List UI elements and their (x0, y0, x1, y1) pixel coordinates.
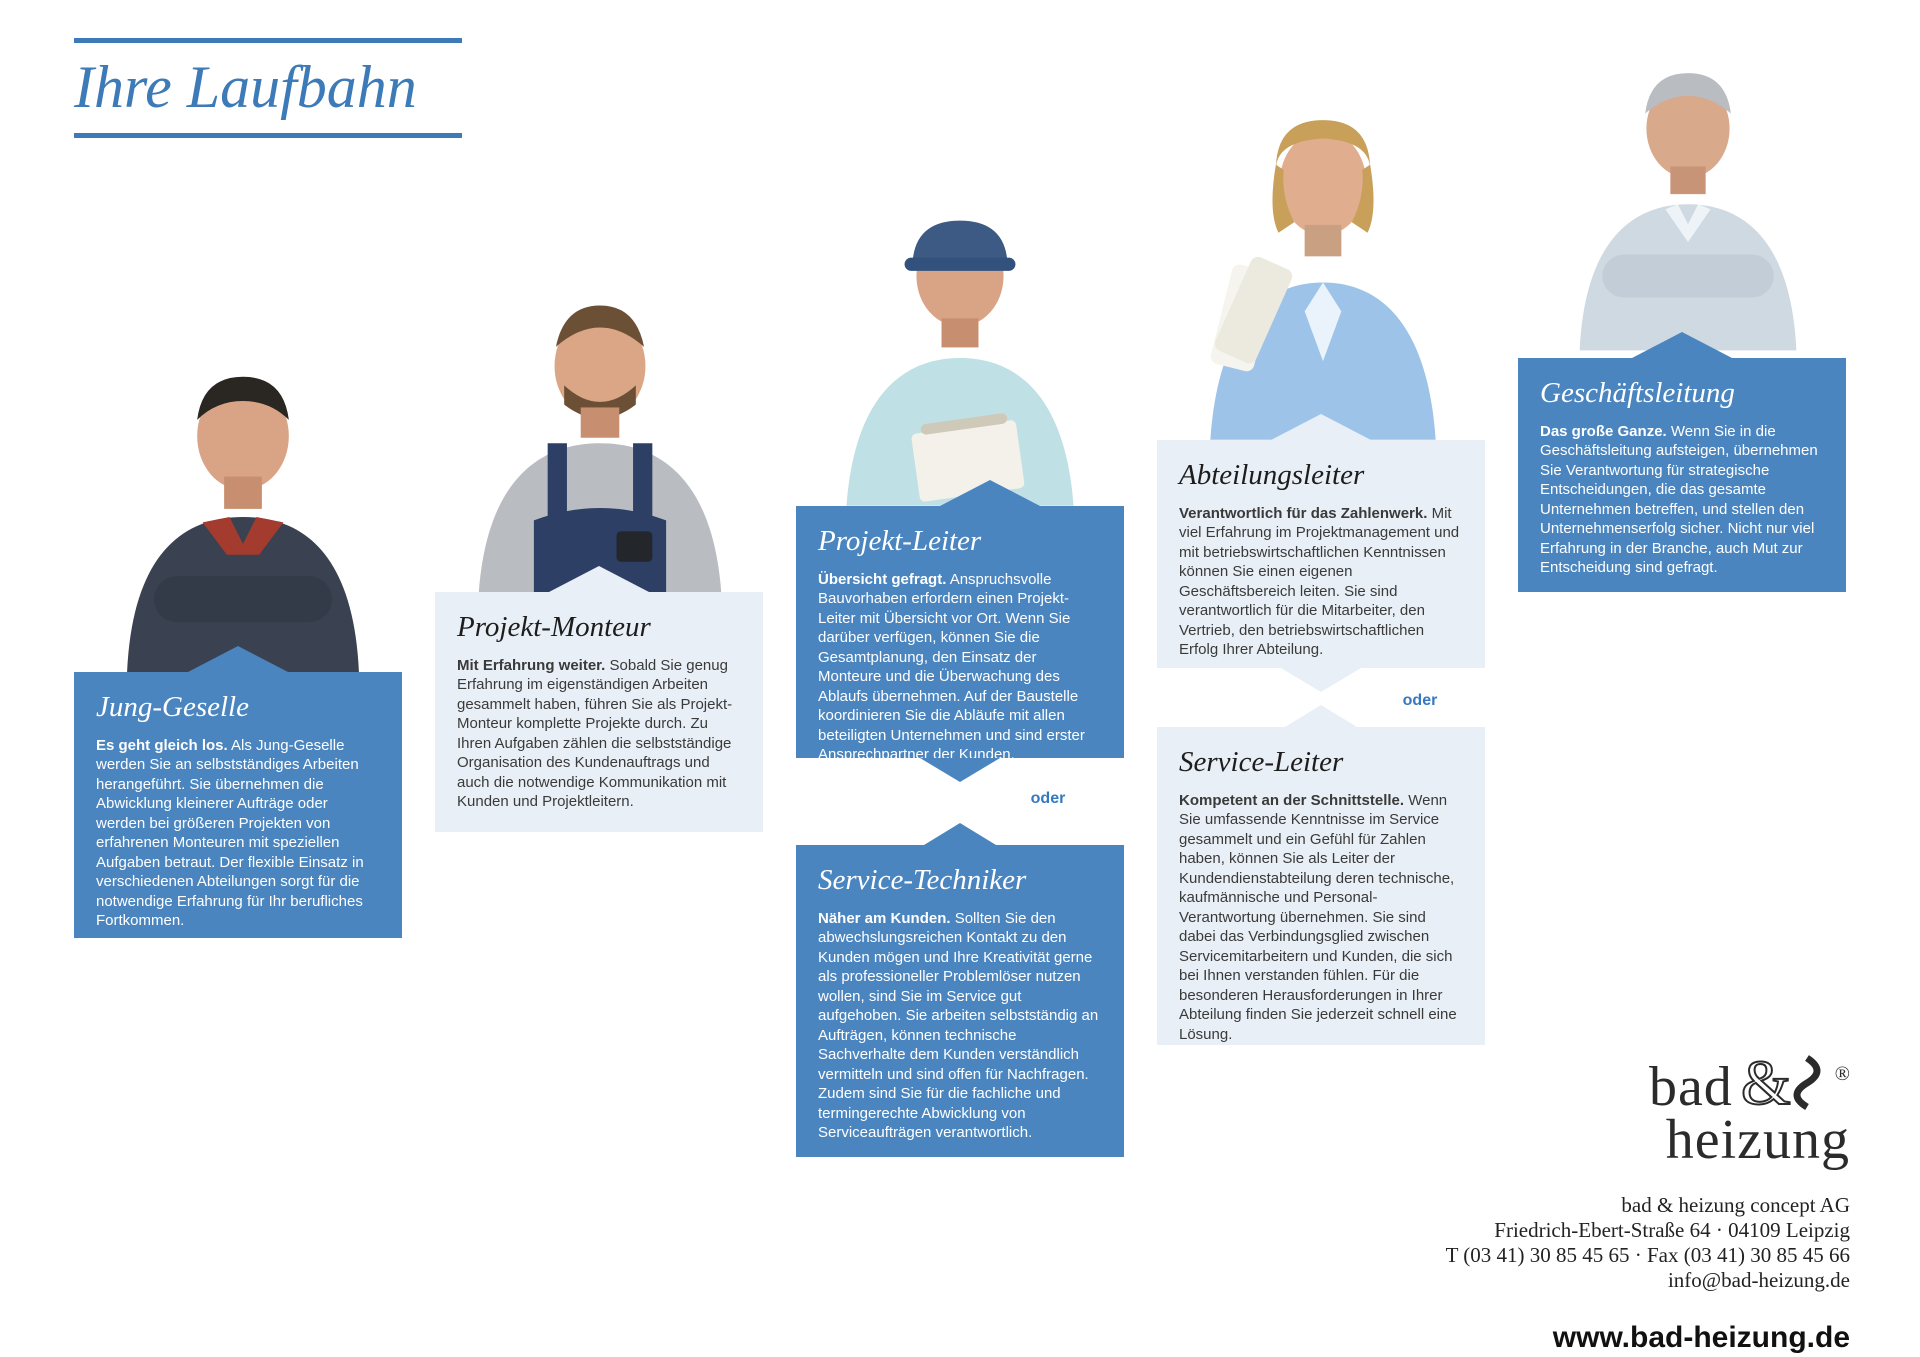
card-body: Sobald Sie genug Erfahrung im eigenständigen Arbeiten gesammelt haben, führen Sie als Projekt-Monteur komplette Projekte durch. Zu Ihren Aufgaben zählen die selbstständige Organisation des Kundenauftrags und auch die notwendige Kommunikation mit Kunden und Projektleitern. (457, 656, 733, 811)
card-projekt-leiter (796, 506, 1124, 764)
card-lead: Mit Erfahrung weiter. (457, 656, 606, 674)
svg-text:&: & (1740, 1052, 1791, 1114)
logo-registered-mark: ® (1834, 1063, 1850, 1085)
company-address (1330, 1193, 1850, 1293)
card-body: Wenn Sie in die Geschäftsleitung aufsteigen, übernehmen Sie Verantwortung für strategische Entscheidungen, die das gesamte Unternehmen betreffen, und stellen den Unternehmenserfolg sicher. Nicht nur viel Erfahrung in der Branche, auch Mut zur Entscheidung sind gefragt. (1540, 422, 1818, 577)
card-top-notch (924, 823, 996, 845)
card-title: Service-Leiter (1179, 746, 1344, 778)
connector-oder-projekt: oder (1030, 790, 1066, 807)
card-service-leiter (1157, 727, 1485, 1045)
card-lead: Das große Ganze. (1540, 422, 1667, 440)
logo-ampersand-squiggle-icon (1741, 1052, 1833, 1114)
card-title: Jung-Geselle (96, 691, 249, 723)
card-jung-geselle (74, 672, 402, 938)
card-text (1179, 791, 1463, 1045)
card-service-techniker (796, 845, 1124, 1157)
card-lead: Es geht gleich los. (96, 736, 228, 754)
photo-projekt-monteur (462, 300, 738, 592)
card-text (1179, 504, 1463, 660)
address-line: info@bad-heizung.de (1667, 1268, 1850, 1293)
card-top-notch (1271, 414, 1371, 440)
card-geschaeftsleitung (1518, 358, 1846, 592)
card-top-notch (1285, 705, 1357, 727)
card-body: Wenn Sie umfassende Kenntnisse im Service gesammelt und ein Gefühl für Zahlen haben, können Sie als Leiter der Kundendienstabteilung deren technische, kaufmännische und Personal-Verantwortung übernehmen. Sie sind dabei das Verbindungsglied zwischen Servicemitarbeitern und Kunden, die sich bei Ihnen verstanden fühlen. Für die besonderen Herausforderungen in Ihrer Abteilung finden Sie jederzeit schnell eine Lösung. (1179, 791, 1457, 1043)
card-top-notch (549, 566, 649, 592)
card-text (818, 570, 1102, 765)
card-lead: Kompetent an der Schnittstelle. (1179, 791, 1405, 809)
card-top-notch (188, 646, 288, 672)
card-lead: Verantwortlich für das Zahlenwerk. (1179, 504, 1428, 522)
photo-projekt-leiter (828, 202, 1092, 506)
masthead (74, 38, 462, 138)
card-title: Geschäftsleitung (1540, 377, 1735, 409)
card-abteilungsleiter (1157, 440, 1485, 668)
address-line: bad & heizung concept AG (1621, 1193, 1850, 1218)
card-body: Als Jung-Geselle werden Sie an selbstständiges Arbeiten herangeführt. Sie übernehmen die Abwicklung kleinerer Aufträge oder werden bei größeren Projekten von erfahrenen Monteuren mit speziellen Aufgaben betraut. Der flexible Einsatz in verschiedenen Abteilungen sorgt für die notwendige Erfahrung für Ihr berufliches Fortkommen. (96, 736, 364, 930)
card-lead: Näher am Kunden. (818, 909, 951, 927)
connector-oder-service: oder (1402, 692, 1438, 709)
card-text (457, 656, 741, 812)
page-title: Ihre Laufbahn (74, 54, 417, 120)
photo-abteilungsleiterin (1192, 112, 1454, 440)
card-text (818, 909, 1102, 1143)
card-title: Projekt-Monteur (457, 611, 651, 643)
card-title: Projekt-Leiter (818, 525, 982, 557)
card-bottom-notch (920, 758, 1000, 782)
card-lead: Übersicht gefragt. (818, 570, 947, 588)
footer (1330, 1052, 1850, 1355)
card-title: Service-Techniker (818, 864, 1027, 896)
company-logo (1330, 1052, 1850, 1171)
card-bottom-notch (1281, 668, 1361, 692)
card-projekt-monteur (435, 592, 763, 832)
photo-jung-geselle (108, 366, 378, 672)
address-line: Friedrich-Ebert-Straße 64 · 04109 Leipzig (1494, 1218, 1850, 1243)
logo-word-heizung: heizung (1665, 1109, 1850, 1171)
card-text (96, 736, 380, 931)
card-body: Anspruchsvolle Bauvorhaben erfordern einen Projekt-Leiter mit Übersicht vor Ort. Wenn Sie darüber verfügen, können Sie die Gesamtplanung, den Einsatz der Monteure und die Überwachung des Ablaufs übernehmen. Auf der Baustelle koordinieren Sie die Abläufe mit allen beteiligten Unternehmen und sind erster Ansprechpartner der Kunden. (818, 570, 1085, 764)
address-line: T (03 41) 30 85 45 65 · Fax (03 41) 30 85 45 66 (1445, 1243, 1850, 1268)
logo-word-bad: bad (1648, 1055, 1733, 1118)
masthead-rule-top (74, 38, 462, 43)
website-url: www.bad-heizung.de (1552, 1321, 1850, 1355)
card-body: Sollten Sie den abwechslungsreichen Kontakt zu den Kunden mögen und Ihre Kreativität gerne als professioneller Problemlöser nutzen wollen, sind Sie im Service gut aufgehoben. Sie arbeiten selbstständig an Aufträgen, können technische Sachverhalte dem Kunden verständlich vermitteln und sind offen für Nachfragen. Zudem sind Sie für die fachliche und termingerechte Abwicklung von Serviceaufträgen verantwortlich. (818, 909, 1099, 1142)
card-title: Abteilungsleiter (1179, 459, 1365, 491)
masthead-rule-bottom (74, 133, 462, 138)
photo-geschaeftsleiter (1562, 58, 1814, 358)
card-body: Mit viel Erfahrung im Projektmanagement und mit betriebswirtschaftlichen Kenntnissen können Sie einen eigenen Geschäftsbereich leiten. Sie sind verantwortlich für die Mitarbeiter, den Vertrieb, den betriebswirtschaftlichen Erfolg Ihrer Abteilung. (1179, 504, 1460, 659)
card-text (1540, 422, 1824, 578)
card-top-notch (940, 480, 1040, 506)
card-top-notch (1632, 332, 1732, 358)
